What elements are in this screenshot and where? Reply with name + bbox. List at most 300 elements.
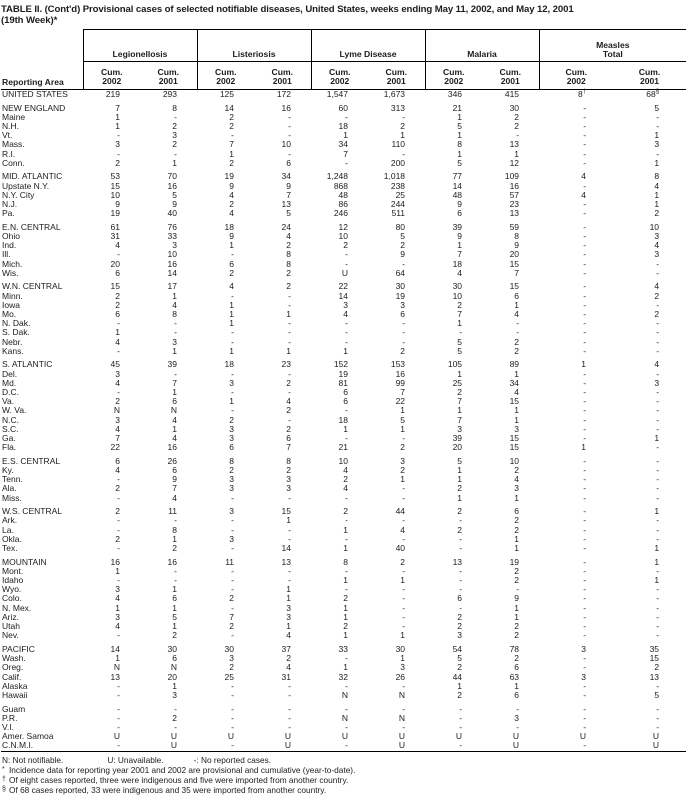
value-cell: 2: [457, 662, 463, 673]
value-cell: 6: [172, 593, 178, 604]
value-cell: -: [402, 258, 406, 269]
value-cell: -: [583, 157, 587, 168]
value-cell: 2: [400, 240, 406, 251]
value-cell: -: [583, 258, 587, 269]
value-cell: N: [398, 689, 406, 700]
value-cell: -: [174, 565, 178, 576]
reporting-area-cell: S.C.: [2, 423, 19, 434]
value-cell: 53: [110, 171, 120, 182]
value-cell: 7: [286, 189, 292, 200]
value-cell: 6: [172, 396, 178, 407]
value-cell: -: [402, 111, 406, 122]
value-cell: -: [656, 368, 660, 379]
value-cell: 1: [514, 405, 520, 416]
legend-no-reported-cases: -: No reported cases.: [193, 754, 272, 765]
value-cell: -: [583, 148, 587, 159]
value-cell: 3: [654, 139, 660, 150]
value-cell: 2: [654, 662, 660, 673]
value-cell: -: [231, 387, 235, 398]
value-cell: 1: [172, 157, 178, 168]
value-cell: -: [459, 543, 463, 554]
value-cell: -: [288, 148, 292, 159]
value-cell: 18: [224, 359, 235, 370]
value-cell: 40: [167, 208, 178, 219]
value-cell: 8: [514, 231, 520, 242]
value-cell: U: [170, 731, 178, 742]
reporting-area-cell: Miss.: [2, 492, 22, 503]
value-cell: 1: [172, 680, 178, 691]
value-cell: -: [583, 267, 587, 278]
value-cell: 4: [229, 281, 235, 292]
value-cell: 35: [649, 643, 660, 654]
value-cell: -: [402, 721, 406, 732]
value-cell: 22: [110, 442, 120, 453]
value-cell: 2: [115, 483, 120, 494]
value-cell: -: [583, 396, 587, 407]
value-cell: -: [345, 740, 349, 751]
reporting-area-cell: Tenn.: [2, 474, 23, 485]
title-line1: TABLE II. (Cont'd) Provisional cases of selected notifiable diseases, United States, weeks ending May 11, 2002, and May 12, 2001: [1, 4, 574, 15]
value-cell: 4: [457, 267, 463, 278]
group-label: Malaria: [467, 49, 497, 60]
value-cell: 2: [115, 299, 120, 310]
table-row: [1, 544, 686, 553]
value-cell: 9: [286, 180, 292, 191]
value-cell: -: [583, 121, 587, 131]
reporting-area-cell: W. Va.: [2, 405, 27, 416]
value-cell: 2: [115, 157, 120, 168]
value-cell: 48: [452, 189, 463, 200]
value-cell: 1: [457, 148, 463, 159]
value-cell: -: [288, 336, 292, 347]
reporting-area-cell: Alaska: [2, 680, 28, 691]
value-cell: -: [402, 611, 406, 622]
reporting-area-cell: UNITED STATES: [2, 89, 68, 99]
value-cell: 34: [509, 377, 520, 388]
value-cell: 2: [514, 515, 520, 526]
reporting-area-cell: Ind.: [2, 240, 17, 251]
value-cell: 1: [343, 575, 349, 586]
value-cell: 4: [115, 423, 120, 434]
value-cell: -: [583, 565, 587, 576]
reporting-area-cell: P.R.: [2, 712, 18, 723]
value-cell: 1: [343, 602, 349, 613]
group-label: Measles: [596, 39, 630, 50]
value-cell: 1: [343, 543, 349, 554]
value-cell: -: [288, 121, 292, 131]
value-cell: 19: [110, 208, 120, 219]
value-cell: -: [402, 492, 406, 503]
value-cell: 24: [281, 221, 292, 232]
value-cell: 2: [457, 621, 463, 632]
value-cell: 3: [172, 689, 178, 700]
value-cell: 2: [229, 121, 235, 131]
value-cell: 10: [338, 231, 349, 242]
value-cell: -: [402, 680, 406, 691]
value-cell: 4: [286, 630, 292, 641]
value-cell: 2: [172, 543, 178, 554]
value-cell: -: [231, 327, 235, 338]
value-cell: 9: [514, 593, 520, 604]
value-cell: 10: [110, 189, 120, 200]
value-cell: -: [117, 721, 120, 732]
value-cell: -: [117, 345, 120, 356]
value-cell: 6: [115, 309, 120, 320]
value-cell: 3: [172, 336, 178, 347]
value-cell: 5: [457, 345, 463, 356]
value-cell: 2: [457, 299, 463, 310]
value-cell: 14: [110, 643, 120, 654]
value-cell: 1: [172, 290, 178, 301]
legend-row: [2, 755, 686, 765]
value-cell: 4: [654, 180, 660, 191]
value-cell: 20: [167, 671, 178, 682]
value-cell: 6: [229, 442, 235, 453]
value-cell: -: [402, 533, 406, 544]
column-header: Cum. 2001: [254, 62, 311, 90]
value-cell: 17: [167, 281, 178, 292]
value-cell: -: [402, 515, 406, 526]
value-cell: 4: [654, 359, 660, 370]
value-cell: 1: [172, 387, 178, 398]
reporting-area-cell: E.N. CENTRAL: [2, 221, 61, 232]
footnote-section: [2, 785, 686, 795]
value-cell: -: [656, 492, 660, 503]
value-cell: -: [656, 465, 660, 476]
value-cell: -: [583, 208, 587, 219]
value-cell: 1: [286, 309, 292, 320]
value-cell: -: [402, 593, 406, 604]
value-cell: -: [117, 680, 120, 691]
value-cell: -: [583, 703, 587, 714]
value-cell: N: [341, 689, 349, 700]
value-cell: 1: [229, 148, 235, 159]
reporting-area-cell: Iowa: [2, 299, 20, 310]
footnote-marker: *: [2, 765, 5, 773]
value-cell: -: [174, 515, 178, 526]
value-cell: -: [174, 721, 178, 732]
value-cell: -: [117, 249, 120, 260]
value-cell: 1: [229, 318, 235, 329]
value-cell: 1: [115, 111, 120, 122]
value-cell: 1: [115, 121, 120, 131]
value-cell: -: [656, 442, 660, 453]
value-cell: 2: [286, 267, 292, 278]
value-cell: 4: [172, 414, 178, 425]
value-cell: -: [656, 721, 660, 732]
value-cell: 39: [167, 359, 178, 370]
value-cell: 3: [115, 414, 120, 425]
value-cell: 7: [343, 148, 349, 159]
value-cell: 1: [172, 584, 178, 595]
reporting-area-cell: Mo.: [2, 309, 17, 320]
value-cell: -: [231, 575, 235, 586]
value-cell: 18: [452, 258, 463, 269]
value-cell: 45: [110, 359, 120, 370]
value-cell: -: [231, 565, 235, 576]
value-cell: 15: [509, 433, 520, 444]
value-cell: 2: [514, 111, 520, 122]
value-cell: -: [656, 299, 660, 310]
value-cell: 2: [514, 575, 520, 586]
value-cell: 9: [172, 474, 178, 485]
value-cell: -: [402, 318, 406, 329]
value-cell: 246: [333, 208, 349, 219]
value-cell: 8: [229, 455, 235, 466]
value-cell: 6: [457, 208, 463, 219]
value-cell: -: [288, 290, 292, 301]
reporting-area-cell: La.: [2, 524, 14, 535]
value-cell: 9: [514, 240, 520, 251]
value-cell: 16: [167, 556, 178, 567]
value-cell: -: [345, 533, 349, 544]
value-cell: 10: [649, 221, 660, 232]
value-cell: 86: [338, 199, 349, 210]
value-cell: 5: [286, 208, 292, 219]
value-cell: 3: [115, 584, 120, 595]
value-cell: 1: [343, 423, 349, 434]
value-cell: 2: [400, 345, 406, 356]
value-cell: 1: [172, 423, 178, 434]
value-cell: -: [231, 584, 235, 595]
value-cell: 1: [286, 621, 292, 632]
value-cell: 4: [115, 240, 120, 251]
value-cell: 8: [286, 249, 292, 260]
value-cell: 6: [514, 290, 520, 301]
value-cell: 1: [654, 157, 660, 168]
value-cell: 153: [390, 359, 406, 370]
value-cell: 4: [581, 189, 587, 200]
value-cell: 1: [286, 584, 292, 595]
group-header-measles-total: [539, 30, 686, 62]
value-cell: -: [459, 602, 463, 613]
value-cell: 16: [167, 442, 178, 453]
reporting-area-cell: Mont.: [2, 565, 24, 576]
value-cell: 3: [115, 139, 120, 150]
group-header-malaria: [425, 30, 539, 62]
value-cell: 33: [167, 231, 178, 242]
value-cell: 6: [115, 267, 120, 278]
value-cell: 30: [395, 643, 406, 654]
value-cell: 15: [110, 281, 120, 292]
value-cell: 34: [281, 171, 292, 182]
value-cell: 9: [457, 199, 463, 210]
reporting-area-cell: Ky.: [2, 465, 14, 476]
value-cell: -: [583, 240, 587, 251]
value-cell: 1: [457, 680, 463, 691]
value-cell: 10: [509, 455, 520, 466]
value-cell: 3: [229, 433, 235, 444]
value-cell: 6: [457, 593, 463, 604]
group-label: Listeriosis: [232, 49, 276, 60]
reporting-area-cell: Nebr.: [2, 336, 23, 347]
value-cell: 2: [457, 611, 463, 622]
value-cell: 89: [509, 359, 520, 370]
value-cell: 1: [343, 130, 349, 141]
value-cell: 4: [286, 396, 292, 407]
table-row: [1, 741, 686, 751]
value-cell: 23: [281, 359, 292, 370]
value-cell: U: [341, 731, 349, 742]
table-row: [1, 159, 686, 168]
value-cell: -: [117, 712, 120, 723]
value-cell: 63: [509, 671, 520, 682]
value-cell: 16: [509, 180, 520, 191]
value-cell: U: [512, 740, 520, 751]
value-cell: 3: [514, 423, 520, 434]
value-cell: 5: [172, 189, 178, 200]
value-cell: -: [117, 515, 120, 526]
value-cell: 6: [229, 258, 235, 269]
reporting-area-cell: MOUNTAIN: [2, 556, 47, 567]
value-cell: 60: [338, 102, 349, 113]
value-cell: -: [656, 584, 660, 595]
value-cell: 125: [219, 89, 235, 99]
value-cell: 2: [457, 524, 463, 535]
value-cell: -: [583, 630, 587, 641]
value-cell: 2: [514, 121, 520, 131]
value-cell: -: [345, 433, 349, 444]
value-cell: 13: [452, 556, 463, 567]
value-cell: 4: [115, 593, 120, 604]
value-cell: 4: [172, 492, 178, 503]
value-cell: 39: [452, 433, 463, 444]
value-cell: -: [402, 336, 406, 347]
value-cell: 22: [395, 396, 406, 407]
value-cell: -: [459, 565, 463, 576]
value-cell: -: [656, 258, 660, 269]
reporting-area-cell: Conn.: [2, 157, 25, 168]
value-cell: 2: [229, 267, 235, 278]
value-cell: -: [583, 377, 587, 388]
value-cell: -: [117, 492, 120, 503]
value-cell: -: [583, 474, 587, 485]
value-cell: -: [117, 318, 120, 329]
value-cell: -: [231, 405, 235, 416]
value-cell: 1: [457, 405, 463, 416]
value-cell: N: [113, 662, 120, 673]
value-cell: -: [656, 405, 660, 416]
value-cell: 2: [514, 345, 520, 356]
value-cell: 1,018: [383, 171, 406, 182]
value-cell: 4: [400, 524, 406, 535]
value-cell: U: [341, 267, 349, 278]
value-cell: 7: [514, 267, 520, 278]
value-cell: 14: [224, 102, 235, 113]
value-cell: 70: [167, 171, 178, 182]
value-cell: U: [512, 731, 520, 742]
value-cell: 3: [229, 506, 235, 517]
value-cell: 4: [115, 465, 120, 476]
value-cell: -: [231, 712, 235, 723]
value-cell: 1: [229, 299, 235, 310]
value-cell: 2: [457, 387, 463, 398]
value-cell: 5: [400, 231, 406, 242]
reporting-area-cell: Ga.: [2, 433, 16, 444]
reporting-area-cell: Maine: [2, 111, 26, 122]
value-cell: -: [583, 584, 587, 595]
value-cell: 10: [452, 290, 463, 301]
reporting-area-cell: S. ATLANTIC: [2, 359, 53, 370]
value-cell: 2: [229, 414, 235, 425]
value-cell: -: [583, 712, 587, 723]
value-cell: -: [583, 299, 587, 310]
value-cell: -: [231, 130, 235, 141]
value-cell: -: [459, 533, 463, 544]
value-cell: -: [583, 611, 587, 622]
value-cell: -: [288, 387, 292, 398]
value-cell: -: [656, 524, 660, 535]
value-cell: 3: [654, 377, 660, 388]
value-cell: -: [583, 740, 587, 751]
value-cell: 244: [390, 199, 406, 210]
reporting-area-cell: NEW ENGLAND: [2, 102, 66, 113]
value-cell: 3: [229, 423, 235, 434]
reporting-area-cell: N.Y. City: [2, 189, 35, 200]
value-cell: 109: [504, 171, 520, 182]
value-cell: 2: [457, 689, 463, 700]
value-cell: 3: [400, 455, 406, 466]
value-cell: -: [583, 515, 587, 526]
value-cell: N: [170, 405, 178, 416]
value-cell: 61: [110, 221, 120, 232]
value-cell: -: [583, 433, 587, 444]
value-cell: 1: [229, 240, 235, 251]
value-cell: -: [583, 336, 587, 347]
value-cell: -: [288, 703, 292, 714]
value-cell: -: [583, 318, 587, 329]
value-cell: 7: [229, 139, 235, 150]
value-cell: 1,547: [326, 89, 349, 99]
value-cell: -: [583, 593, 587, 604]
value-cell: -: [656, 318, 660, 329]
value-cell: 2: [286, 423, 292, 434]
value-cell: 25: [452, 377, 463, 388]
value-cell: 30: [395, 281, 406, 292]
value-cell: -: [583, 180, 587, 191]
value-cell: 2: [514, 336, 520, 347]
value-cell: 34: [338, 139, 349, 150]
value-cell: U: [652, 740, 660, 751]
value-cell: 1: [514, 611, 520, 622]
reporting-area-cell: W.S. CENTRAL: [2, 506, 62, 517]
value-cell: 2: [514, 621, 520, 632]
value-cell: 7: [115, 102, 120, 113]
value-cell: N: [113, 405, 120, 416]
value-cell: -: [345, 721, 349, 732]
value-cell: 3: [286, 611, 292, 622]
reporting-area-cell: C.N.M.I.: [2, 740, 34, 751]
value-cell: 1: [654, 433, 660, 444]
value-cell: 18: [338, 414, 349, 425]
column-header: Cum. 2001: [482, 62, 539, 90]
value-cell: -: [345, 584, 349, 595]
value-cell: -: [345, 653, 349, 664]
value-cell: 3: [400, 662, 406, 673]
value-cell: -: [174, 368, 178, 379]
value-cell: 14: [338, 290, 349, 301]
reporting-area-cell: Md.: [2, 377, 17, 388]
value-cell: 1: [286, 515, 292, 526]
value-cell: -: [231, 515, 235, 526]
value-cell: 19: [509, 556, 520, 567]
value-cell: 2: [229, 199, 235, 210]
value-cell: -: [231, 689, 235, 700]
value-cell: -: [288, 575, 292, 586]
value-cell: -: [656, 414, 660, 425]
value-cell: -: [402, 433, 406, 444]
reporting-area-cell: Minn.: [2, 290, 23, 301]
